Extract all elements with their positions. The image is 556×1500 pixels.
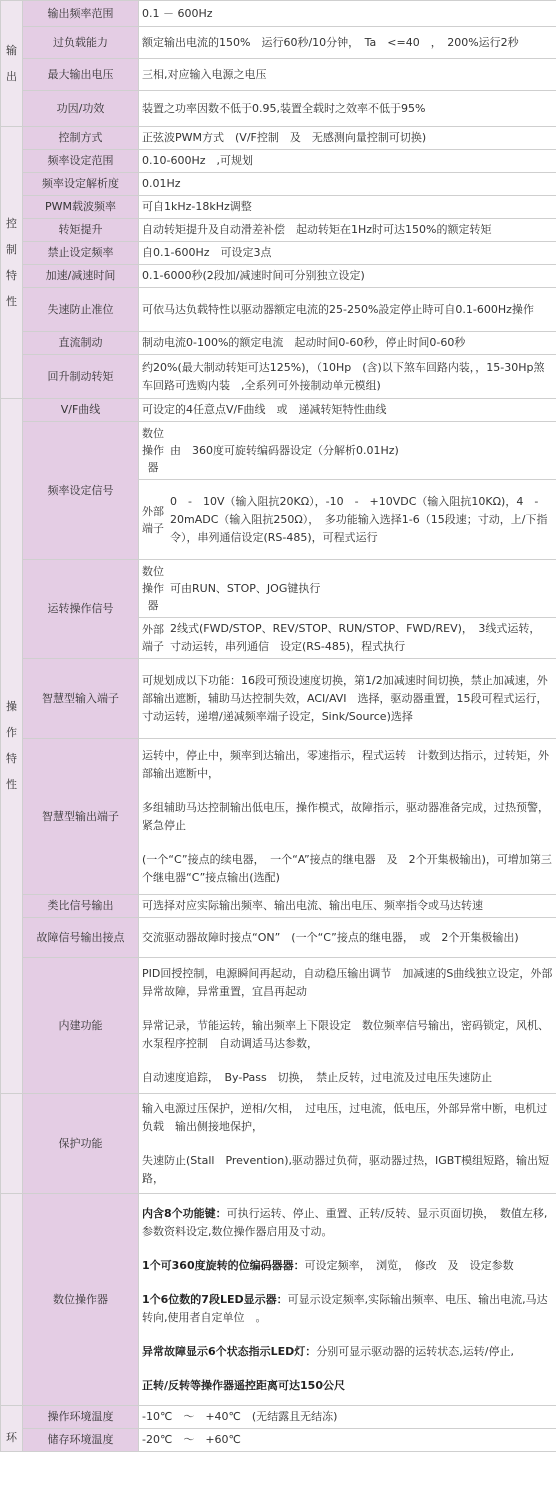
row-value: 0.1 － 600Hz [139, 1, 556, 27]
row-label: 运转操作信号 [23, 560, 139, 659]
row-value: 可依马达负载特性以驱动器额定电流的25-250%設定停止時可自0.1-600Hz操作 [139, 288, 556, 332]
table-row [1, 265, 556, 288]
row-value [139, 739, 556, 895]
row-value: 三相,对应输入电源之电压 [139, 59, 556, 91]
group-output [1, 1, 23, 127]
sub-label: 外部端子 [139, 491, 167, 549]
row-value [139, 958, 556, 1094]
row-value: 0.01Hz [139, 173, 556, 196]
table-row [1, 1094, 556, 1194]
row-label: 类比信号输出 [23, 895, 139, 918]
sub-row [139, 480, 556, 560]
table-row [1, 91, 556, 127]
row-label: 故障信号输出接点 [23, 918, 139, 958]
row-value: 可规划成以下功能：16段可预设速度切换，第1/2加减速时间切换，禁止加减速，外部输出遮断，辅助马达控制失效，ACI/AVI 选择，驱动器重置，15段可程式运行，寸动运转，递增/递减频率端子设定，Sink/Source)选择 [139, 659, 556, 739]
row-label: 最大输出电压 [23, 59, 139, 91]
group-char: 输 [6, 43, 17, 57]
group-spacer [1, 1194, 23, 1406]
paragraph [142, 1205, 554, 1241]
table-row [1, 242, 556, 265]
row-label: 转矩提升 [23, 219, 139, 242]
table-row [1, 1, 556, 27]
row-label: 禁止设定频率 [23, 242, 139, 265]
paragraph: PID回授控制，电源瞬间再起动，自动稳压输出调节 加减速的S曲线独立设定，外部异常故障，异常重置，宜昌再起动 [142, 966, 553, 998]
table-row [1, 196, 556, 219]
group-char: 制 [6, 242, 17, 256]
row-label: 功因/功效 [23, 91, 139, 127]
group-char: 环 [6, 1431, 17, 1444]
sub-row [139, 422, 556, 480]
row-label: 输出频率范围 [23, 1, 139, 27]
group-char: 操 [6, 700, 17, 713]
sub-value: 2线式(FWD/STOP、REV/STOP、RUN/STOP、FWD/REV)， 3线式运转， 寸动运转，串列通信 设定(RS-485)，程式执行 [170, 622, 546, 653]
row-label: 数位操作器 [23, 1194, 139, 1406]
table-row [1, 1406, 556, 1429]
table-row [1, 399, 556, 422]
row-label: 失速防止准位 [23, 288, 139, 332]
paragraph: (一个“C”接点的续电器， 一个“A”接点的继电器 及 2个开集极输出)，可增加第三个继电器“C”接点输出(选配) [142, 852, 552, 884]
row-value: 装置之功率因数不低于0.95,装置全载时之效率不低于95% [139, 91, 556, 127]
table-row [1, 958, 556, 1094]
paragraph [142, 1291, 554, 1327]
group-spacer [1, 1094, 23, 1194]
table-row [1, 59, 556, 91]
paragraph [142, 1343, 554, 1361]
sub-label: 数位操作器 [139, 562, 167, 615]
table-row [1, 219, 556, 242]
row-value: 约20%(最大制动转矩可达125%)，（10Hp (含)以下煞车回路内装，，15-30Hp煞车回路可选购内装 ,全系列可外接制动单元模组) [139, 355, 556, 399]
row-label: 智慧型输出端子 [23, 739, 139, 895]
sub-value: 可由RUN、STOP、JOG键执行 [170, 581, 321, 595]
group-char: 控 [6, 216, 17, 230]
paragraph [142, 1257, 554, 1275]
row-value [139, 1094, 556, 1194]
row-value: 正弦波PWM方式 (V/F控制 及 无感测向量控制可切换) [139, 127, 556, 150]
paragraph: 失速防止(Stall Prevention),驱动器过负荷，驱动器过热，IGBT模组短路，输出短路， [142, 1153, 550, 1185]
row-value: -20℃ ～ +60℃ [139, 1429, 556, 1452]
paragraph [142, 1377, 554, 1395]
group-char: 特 [6, 268, 17, 282]
row-label: 频率设定范围 [23, 150, 139, 173]
row-value: 0.10-600Hz ,可规划 [139, 150, 556, 173]
row-label: 直流制动 [23, 332, 139, 355]
row-value: 0.1-6000秒(2段加/减速时间可分别独立设定) [139, 265, 556, 288]
row-label: 频率设定信号 [23, 422, 139, 560]
table-row [1, 560, 556, 618]
table-row [1, 1429, 556, 1452]
row-label: PWM载波频率 [23, 196, 139, 219]
table-row [1, 739, 556, 895]
group-operation [1, 399, 23, 1094]
row-value: -10℃ ～ +40℃ (无结露且无结冻) [139, 1406, 556, 1429]
bold-text: 内含8个功能键： [142, 1206, 227, 1220]
table-row [1, 27, 556, 59]
row-label: 过负载能力 [23, 27, 139, 59]
bold-text: 1个可360度旋转的位编码器器： [142, 1258, 305, 1272]
group-control [1, 127, 23, 399]
row-value: 可设定的4任意点V/F曲线 或 递减转矩特性曲线 [139, 399, 556, 422]
paragraph: 输入电源过压保护，逆相/欠相， 过电压，过电流，低电压，外部异常中断，电机过负载 输出侧接地保护， [142, 1101, 548, 1133]
table-row [1, 127, 556, 150]
row-label: 内建功能 [23, 958, 139, 1094]
sub-row [139, 560, 556, 618]
group-char: 出 [6, 69, 17, 83]
text: 可显示设定频率,实际输出频率、电压、输出电流,马达转向,使用者自定单位 。 [142, 1292, 548, 1324]
sub-value: 0 - 10V（输入阻抗20KΩ），-10 - +10VDC（输入阻抗10KΩ)，4 - 20mADC（输入阻抗250Ω）， 多功能输入选择1-6（15段速；寸动，上/下指令），串列通信设定(RS-485)，可程式运行 [170, 494, 550, 544]
group-char: 性 [6, 778, 17, 791]
table-row [1, 150, 556, 173]
row-value: 额定输出电流的150% 运行60秒/10分钟， Ta <=40 ， 200%运行2秒 [139, 27, 556, 59]
bold-text: 正转/反转等操作器遥控距离可达150公尺 [142, 1378, 345, 1392]
table-row [1, 659, 556, 739]
text: 可执行运转、停止、重置、正转/反转、显示页面切换， 数值左移,参数资料设定,数位操作器启用及寸动。 [142, 1206, 548, 1238]
sub-row [139, 618, 556, 659]
sub-label: 外部端子 [139, 618, 167, 658]
row-value: 制动电流0-100%的额定电流 起动时间0-60秒，停止时间0-60秒 [139, 332, 556, 355]
group-char: 作 [6, 726, 17, 739]
row-label: 回升制动转矩 [23, 355, 139, 399]
row-label: 操作环境温度 [23, 1406, 139, 1429]
paragraph: 异常记录，节能运转，输出频率上下限设定 数位频率信号输出，密码锁定，风机、水泵程序控制 自动调适马达参数， [142, 1018, 549, 1050]
row-label: 频率设定解析度 [23, 173, 139, 196]
table-row [1, 173, 556, 196]
table-row [1, 895, 556, 918]
bold-text: 1个6位数的7段LED显示器： [142, 1292, 288, 1306]
group-environment [1, 1406, 23, 1452]
table-row [1, 288, 556, 332]
row-label: 智慧型输入端子 [23, 659, 139, 739]
text: 可设定频率， 浏览， 修改 及 设定参数 [304, 1258, 514, 1272]
row-label: 保护功能 [23, 1094, 139, 1194]
row-value: 可自1kHz-18kHz调整 [139, 196, 556, 219]
row-label: 加速/减速时间 [23, 265, 139, 288]
row-value: 自0.1-600Hz 可设定3点 [139, 242, 556, 265]
group-char: 特 [6, 752, 17, 765]
table-row [1, 355, 556, 399]
sub-value: 由 360度可旋转编码器设定（分解析0.01Hz) [170, 443, 399, 457]
row-value: 自动转矩提升及自动滑差补偿 起动转矩在1Hz时可达150%的额定转矩 [139, 219, 556, 242]
row-value [139, 1194, 556, 1406]
row-value: 交流驱动器故障时接点“ON” (一个“C”接点的继电器， 或 2个开集极输出) [139, 918, 556, 958]
row-label: V/F曲线 [23, 399, 139, 422]
sub-label: 数位操作器 [139, 424, 167, 477]
table-row [1, 918, 556, 958]
bold-text: 异常故障显示6个状态指示LED灯： [142, 1344, 317, 1358]
row-label: 储存环境温度 [23, 1429, 139, 1452]
paragraph: 运转中，停止中，频率到达输出，零速指示，程式运转 计数到达指示，过转矩，外部输出遮断中， [142, 748, 549, 780]
table-row [1, 332, 556, 355]
group-char: 性 [6, 294, 17, 308]
row-label: 控制方式 [23, 127, 139, 150]
row-value: 可选择对应实际输出频率、输出电流、输出电压、频率指令或马达转速 [139, 895, 556, 918]
text: 分别可显示驱动器的运转状态,运转/停止, [316, 1344, 515, 1358]
table-row [1, 1194, 556, 1406]
table-row [1, 422, 556, 480]
paragraph: 多组辅助马达控制输出低电压，操作模式，故障指示，驱动器准备完成，过热预警， 紧急停止 [142, 800, 555, 832]
paragraph: 自动速度追踪， By-Pass 切换， 禁止反转，过电流及过电压失速防止 [142, 1070, 493, 1084]
